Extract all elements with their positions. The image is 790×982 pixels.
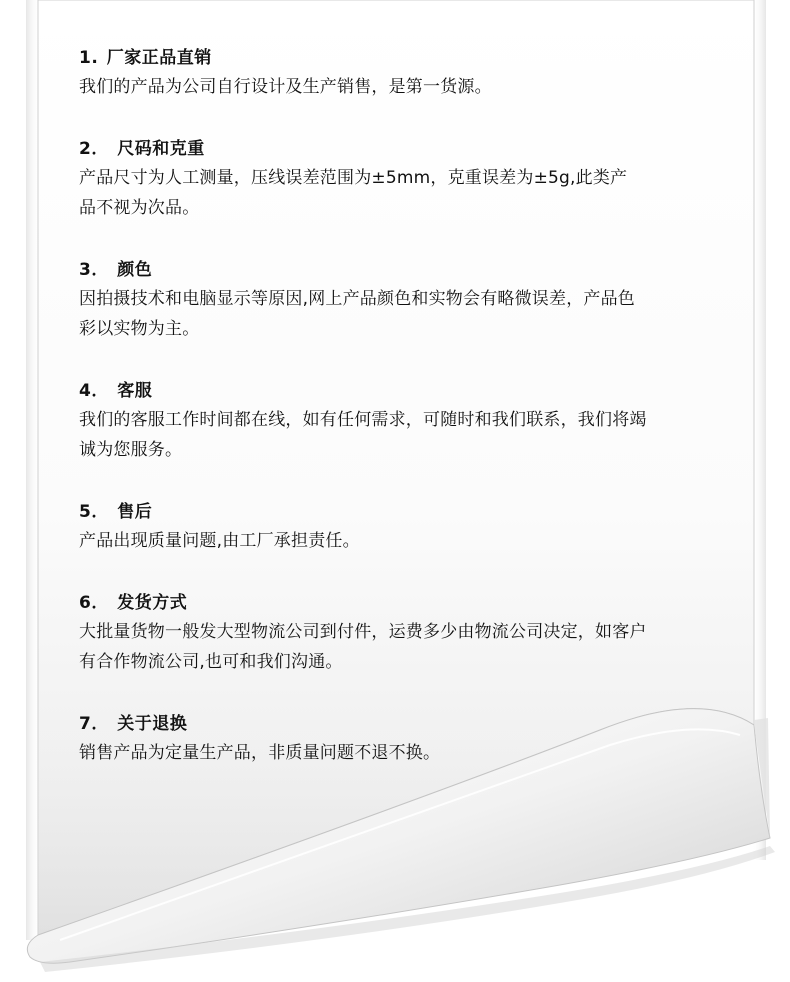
section-body [79,72,739,102]
section-title [79,44,739,72]
body-line: 因拍摄技术和电脑显示等原因,网上产品颜色和实物会有略微误差，产品色 [79,289,636,309]
section-title [79,256,739,284]
body-line: 销售产品为定量生产品，非质量问题不退不换。 [79,743,441,763]
section-body [79,738,739,768]
section-title [79,710,739,738]
section-heading: 颜色 [117,260,153,280]
section-title [79,377,739,405]
section-body [79,617,739,677]
section-customer-service [79,377,739,465]
section-heading: 关于退换 [117,714,188,734]
section-title [79,589,739,617]
section-heading: 发货方式 [117,593,188,613]
section-heading: 尺码和克重 [117,139,205,159]
section-body [79,526,739,556]
body-line: 有合作物流公司,也可和我们沟通。 [79,652,343,672]
section-body [79,405,739,465]
body-line: 我们的客服工作时间都在线，如有任何需求，可随时和我们联系，我们将竭 [79,410,647,430]
section-number: 4． [79,381,109,401]
section-number: 5． [79,502,109,522]
section-title [79,135,739,163]
body-line: 诚为您服务。 [79,440,183,460]
body-line: 产品尺寸为人工测量，压线误差范围为±5mm，克重误差为±5g,此类产 [79,168,628,188]
section-number: 7． [79,714,109,734]
section-number: 6． [79,593,109,613]
notice-content [79,44,739,801]
section-shipping [79,589,739,677]
body-line: 品不视为次品。 [79,198,200,218]
section-color [79,256,739,344]
section-body [79,284,739,344]
section-after-sales [79,498,739,556]
section-factory-direct [79,44,739,102]
section-returns [79,710,739,768]
body-line: 我们的产品为公司自行设计及生产销售，是第一货源。 [79,77,492,97]
section-size-weight [79,135,739,223]
section-number: 3． [79,260,109,280]
section-body [79,163,739,223]
section-heading: 厂家正品直销 [106,48,212,68]
body-line: 彩以实物为主。 [79,319,200,339]
body-line: 大批量货物一般发大型物流公司到付件，运费多少由物流公司决定，如客户 [79,622,647,642]
section-heading: 客服 [117,381,153,401]
body-line: 产品出现质量问题,由工厂承担责任。 [79,531,360,551]
section-number: 1. [79,48,99,68]
section-heading: 售后 [117,502,153,522]
section-title [79,498,739,526]
section-number: 2． [79,139,109,159]
